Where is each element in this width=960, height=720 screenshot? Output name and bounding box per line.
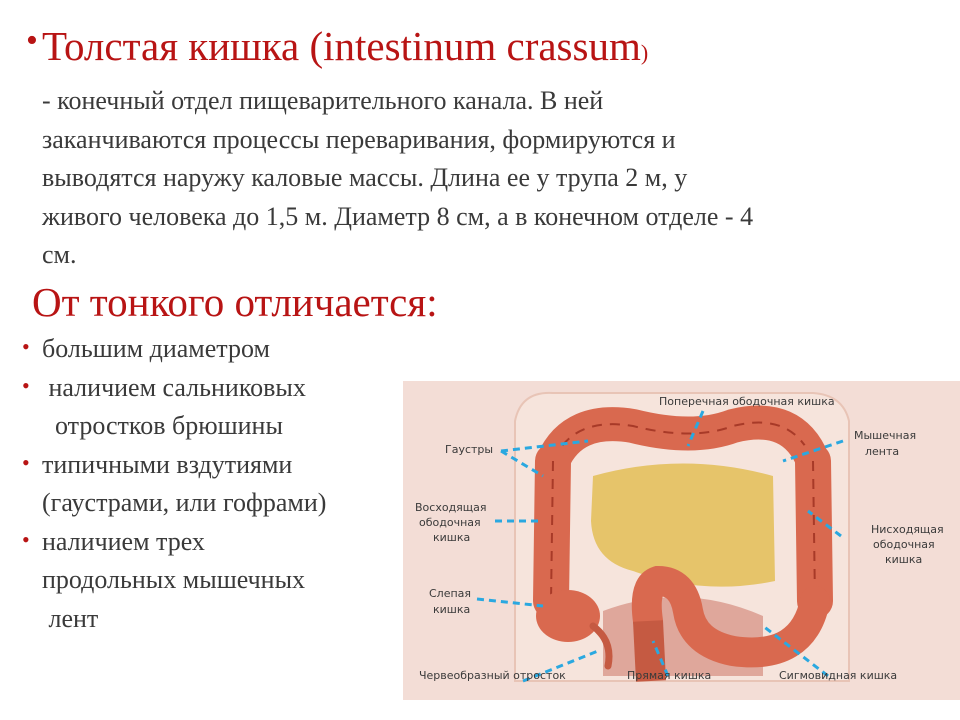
intro-paragraph <box>42 82 922 275</box>
label-muscle-band: лента <box>865 445 900 458</box>
label-descending-colon: кишка <box>885 553 923 566</box>
label-rectum: Прямая кишка <box>627 669 712 682</box>
feature-line: (гаустрами, или гофрами) <box>42 488 327 517</box>
feature-line: большим диаметром <box>42 334 270 363</box>
feature-item <box>22 523 402 639</box>
label-cecum: Слепая <box>429 587 472 600</box>
slide-title: Толстая кишка (intestinum crassum) <box>42 23 649 69</box>
label-haustra: Гаустры <box>445 443 494 456</box>
intro-line: заканчиваются процессы переваривания, формируются и <box>42 124 676 154</box>
feature-line: отростков брюшины <box>42 411 283 440</box>
label-transverse-colon: Поперечная ободочная кишка <box>659 395 835 408</box>
label-descending-colon: Нисходящая <box>871 523 944 536</box>
label-cecum: кишка <box>433 603 471 616</box>
label-descending-colon: ободочная <box>873 538 935 551</box>
feature-item <box>22 446 402 523</box>
feature-list <box>22 330 402 638</box>
feature-item <box>22 330 402 369</box>
intro-line: выводятся наружу каловые массы. Длина ее у трупа 2 м, у <box>42 163 688 192</box>
label-sigmoid-colon: Сигмовидная кишка <box>779 669 898 682</box>
subheading: От тонкого отличается: <box>32 279 438 325</box>
intro-line: см. <box>42 240 77 269</box>
label-muscle-band: Мышечная <box>854 429 917 442</box>
title-bullet-icon: • <box>26 22 38 59</box>
feature-item <box>22 369 402 446</box>
label-ascending-colon: кишка <box>433 531 471 544</box>
feature-line: продольных мышечных <box>42 565 306 594</box>
bullet-icon: • <box>22 372 30 398</box>
cecum <box>536 590 600 642</box>
intro-line: живого человека до 1,5 м. Диаметр 8 см, а в конечном отделе - 4 <box>42 201 754 231</box>
label-ascending-colon: Восходящая <box>415 501 487 514</box>
feature-line: типичными вздутиями <box>42 449 293 479</box>
bullet-icon: • <box>22 449 30 475</box>
label-appendix: Червеобразный отросток <box>419 669 566 682</box>
bullet-icon: • <box>22 334 30 359</box>
feature-line: наличием сальниковых <box>42 372 306 402</box>
feature-line: наличием трех <box>42 526 205 556</box>
colon-anatomy-figure <box>403 381 960 700</box>
intro-line: - конечный отдел пищеварительного канала. В ней <box>42 86 604 115</box>
feature-line: лент <box>42 603 99 633</box>
bullet-icon: • <box>22 526 30 552</box>
label-ascending-colon: ободочная <box>419 516 481 529</box>
